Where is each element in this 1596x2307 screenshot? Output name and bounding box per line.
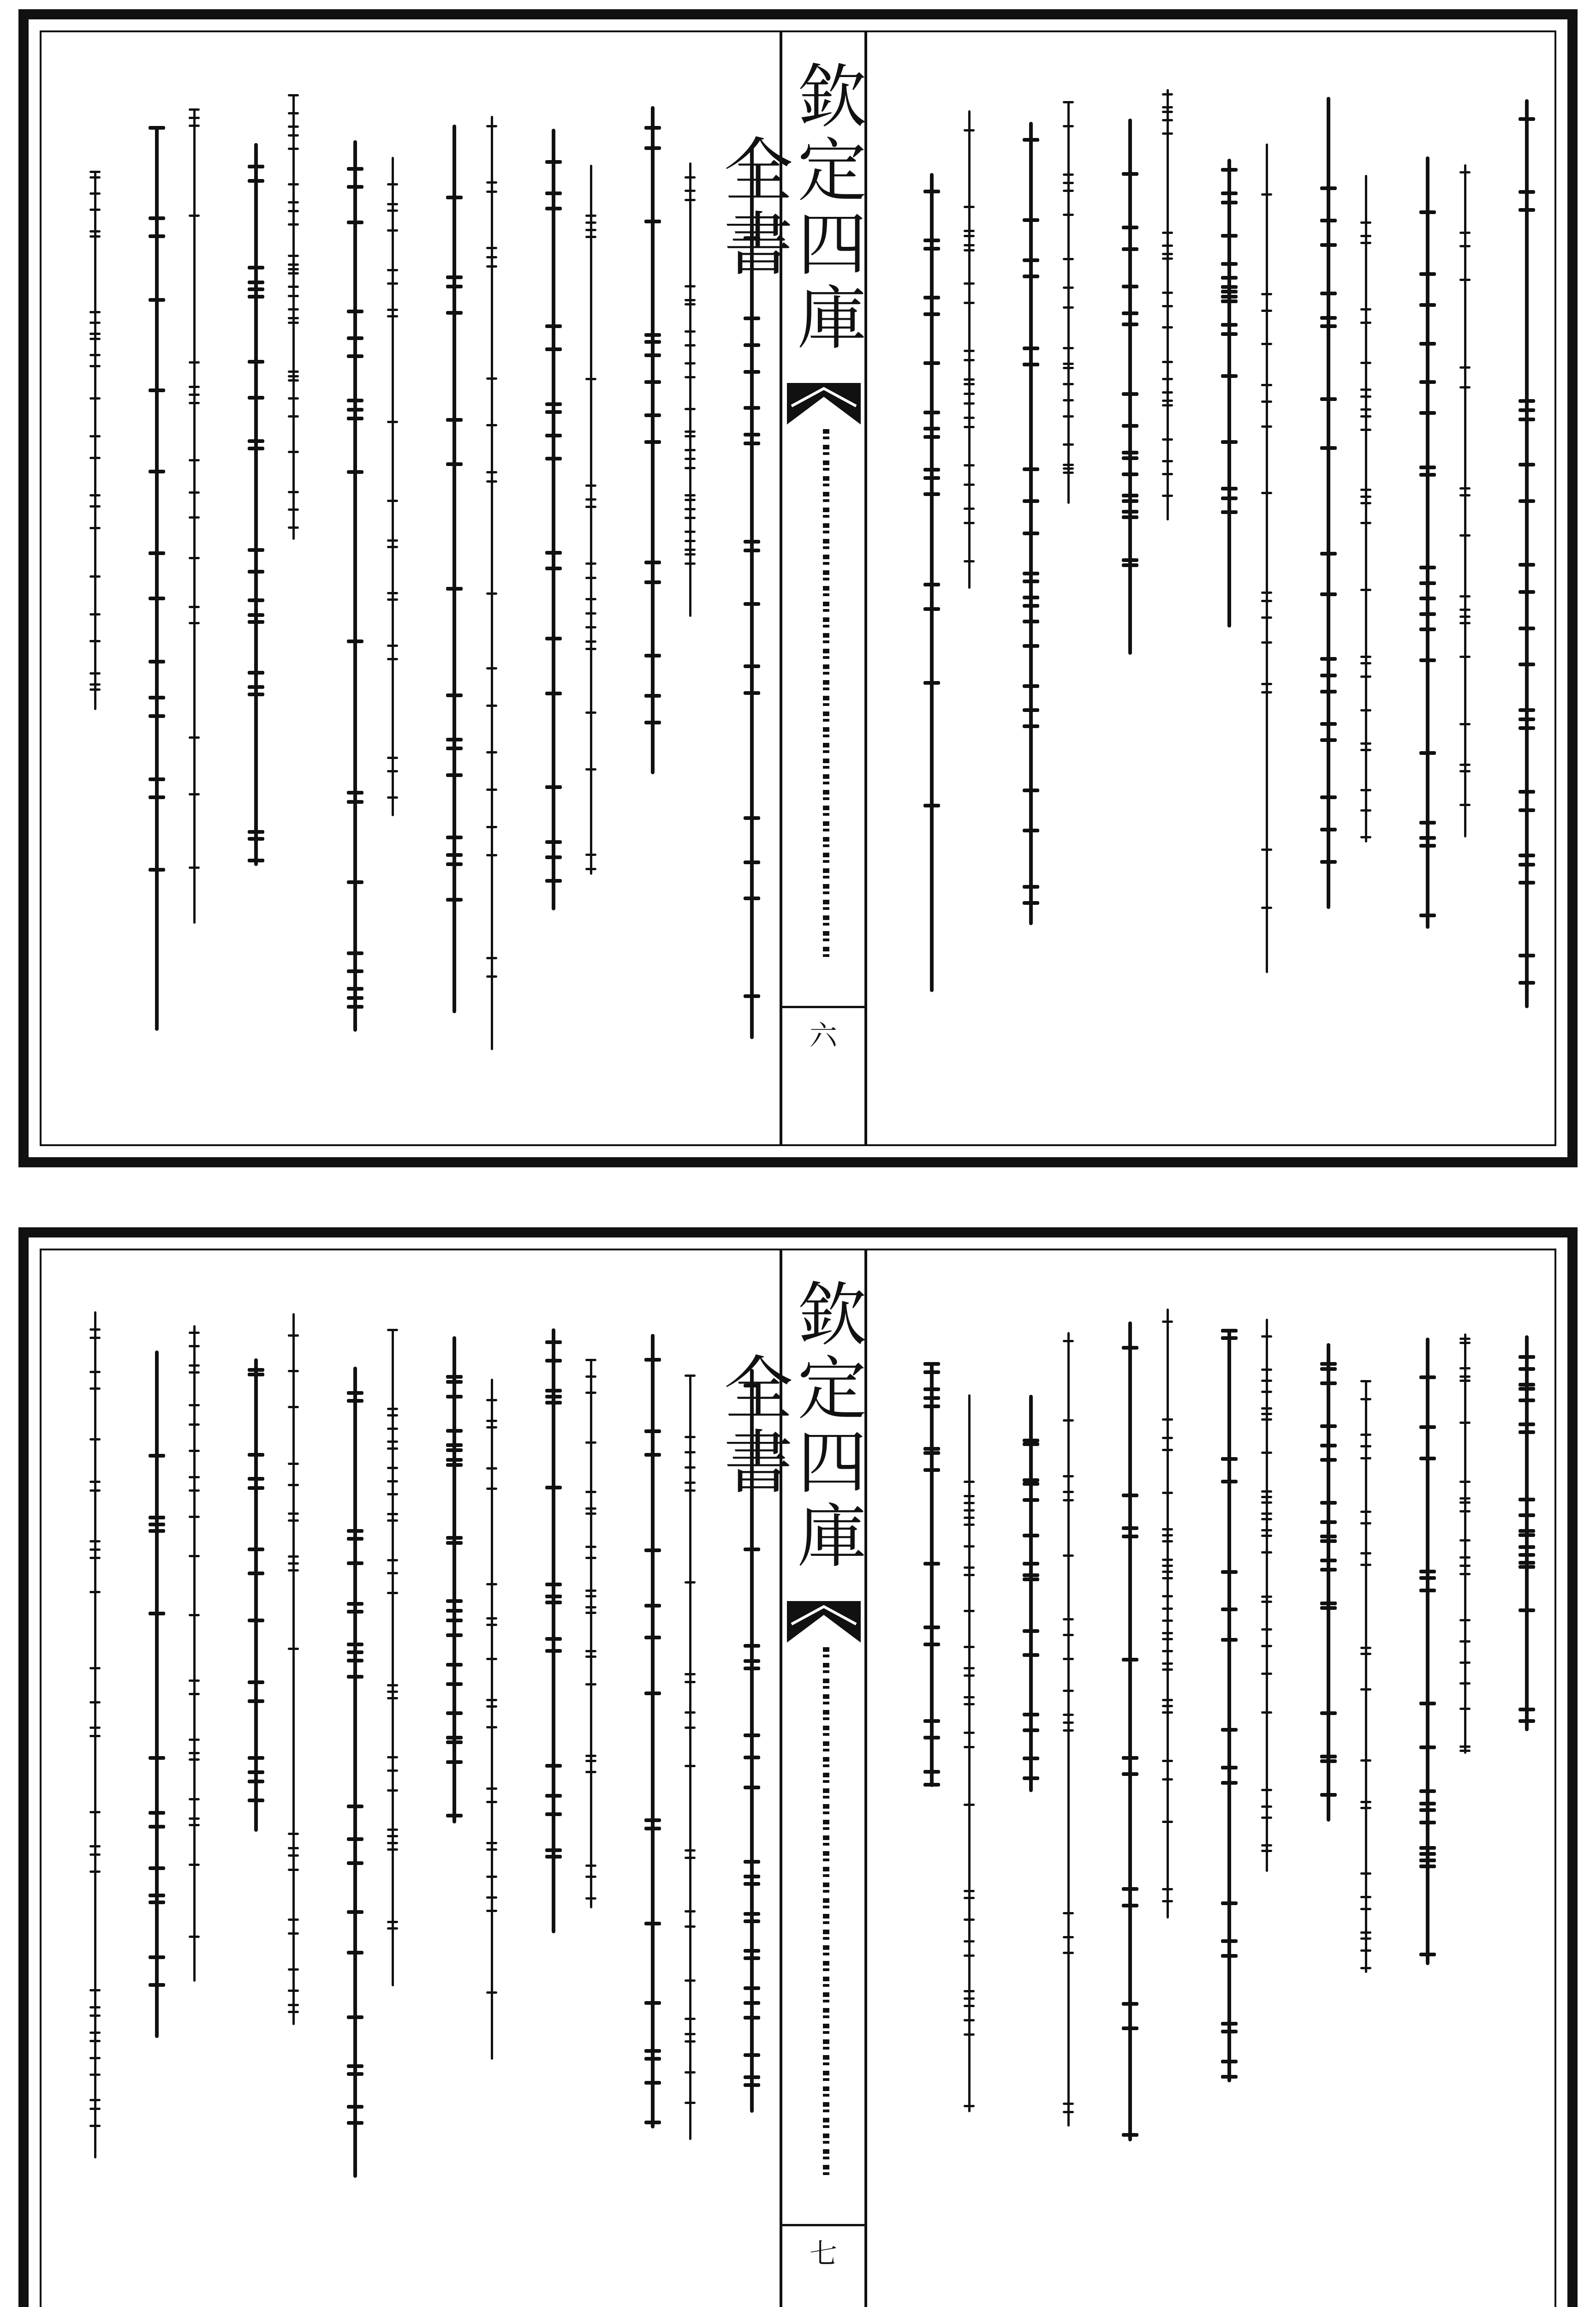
fishtail-ornament-icon xyxy=(787,383,861,424)
script-column xyxy=(584,1359,599,1908)
lower-page-number: 七 xyxy=(810,2238,837,2270)
script-column xyxy=(1160,89,1176,520)
script-column xyxy=(918,1362,946,1787)
script-column xyxy=(385,1329,401,1986)
script-column xyxy=(1160,1309,1176,1919)
script-column xyxy=(1061,1332,1077,2127)
upper-right-page xyxy=(867,32,1554,1144)
script-column xyxy=(143,1351,171,2038)
lower-banner-title: 欽定四庫全書 xyxy=(712,1278,866,1573)
lower-leaf-frame xyxy=(40,1249,1556,2307)
script-column xyxy=(1215,159,1243,628)
upper-banner-script-line xyxy=(823,429,829,960)
script-column xyxy=(1513,99,1541,1008)
upper-banner-rule xyxy=(782,1006,864,1008)
upper-leaf xyxy=(18,9,1578,1167)
script-column xyxy=(1458,164,1473,837)
script-column xyxy=(962,110,977,589)
script-column xyxy=(1017,1395,1045,1792)
script-column xyxy=(540,129,567,910)
script-column xyxy=(1513,1335,1541,1731)
script-column xyxy=(639,1334,667,2128)
script-column xyxy=(1116,119,1144,655)
script-column xyxy=(187,1325,202,1982)
upper-leaf-frame xyxy=(40,30,1556,1146)
script-column xyxy=(1358,1380,1374,1973)
script-column xyxy=(484,1379,500,2060)
script-column xyxy=(143,126,171,1031)
upper-banner-heading-column xyxy=(801,429,852,960)
script-column xyxy=(1315,1343,1342,1822)
script-column xyxy=(242,143,270,866)
script-column xyxy=(683,1375,698,2140)
script-column xyxy=(1215,1329,1243,2082)
script-column xyxy=(441,1336,468,1823)
script-column xyxy=(962,1394,977,2112)
upper-page-number: 六 xyxy=(810,1020,837,1052)
script-column xyxy=(341,1367,369,2178)
lower-banner-heading-column xyxy=(801,1647,852,2178)
lower-leaf xyxy=(18,1227,1578,2307)
script-column xyxy=(484,116,500,1050)
script-column xyxy=(341,140,369,1032)
lower-banner xyxy=(712,1250,867,2307)
script-column xyxy=(1358,175,1374,843)
lower-banner-rule xyxy=(782,2224,864,2226)
script-column xyxy=(286,94,302,540)
lower-left-page xyxy=(42,1250,780,2307)
script-column xyxy=(385,157,401,816)
script-column xyxy=(242,1358,270,1832)
script-column xyxy=(187,108,202,924)
script-column xyxy=(1315,97,1342,909)
script-column xyxy=(1259,143,1275,973)
lower-right-page xyxy=(867,1250,1554,2307)
script-column xyxy=(540,1328,567,1933)
script-column xyxy=(1414,1338,1441,1965)
script-column xyxy=(639,106,667,774)
script-column xyxy=(286,1313,302,2025)
lower-banner-script-line xyxy=(823,1647,829,2178)
script-column xyxy=(918,173,946,992)
script-column xyxy=(88,1311,103,2158)
script-column xyxy=(1259,1319,1275,1872)
script-column xyxy=(1017,122,1045,925)
upper-banner xyxy=(712,32,867,1144)
upper-left-page xyxy=(42,32,780,1144)
script-column xyxy=(88,171,103,710)
script-column xyxy=(1061,101,1077,504)
script-column xyxy=(1458,1333,1473,1754)
script-column xyxy=(1414,156,1441,929)
script-column xyxy=(683,162,698,617)
script-column xyxy=(584,165,599,875)
script-column xyxy=(441,125,468,1013)
upper-banner-title: 欽定四庫全書 xyxy=(712,60,866,355)
fishtail-ornament-icon xyxy=(787,1601,861,1643)
script-column xyxy=(1116,1321,1144,2141)
